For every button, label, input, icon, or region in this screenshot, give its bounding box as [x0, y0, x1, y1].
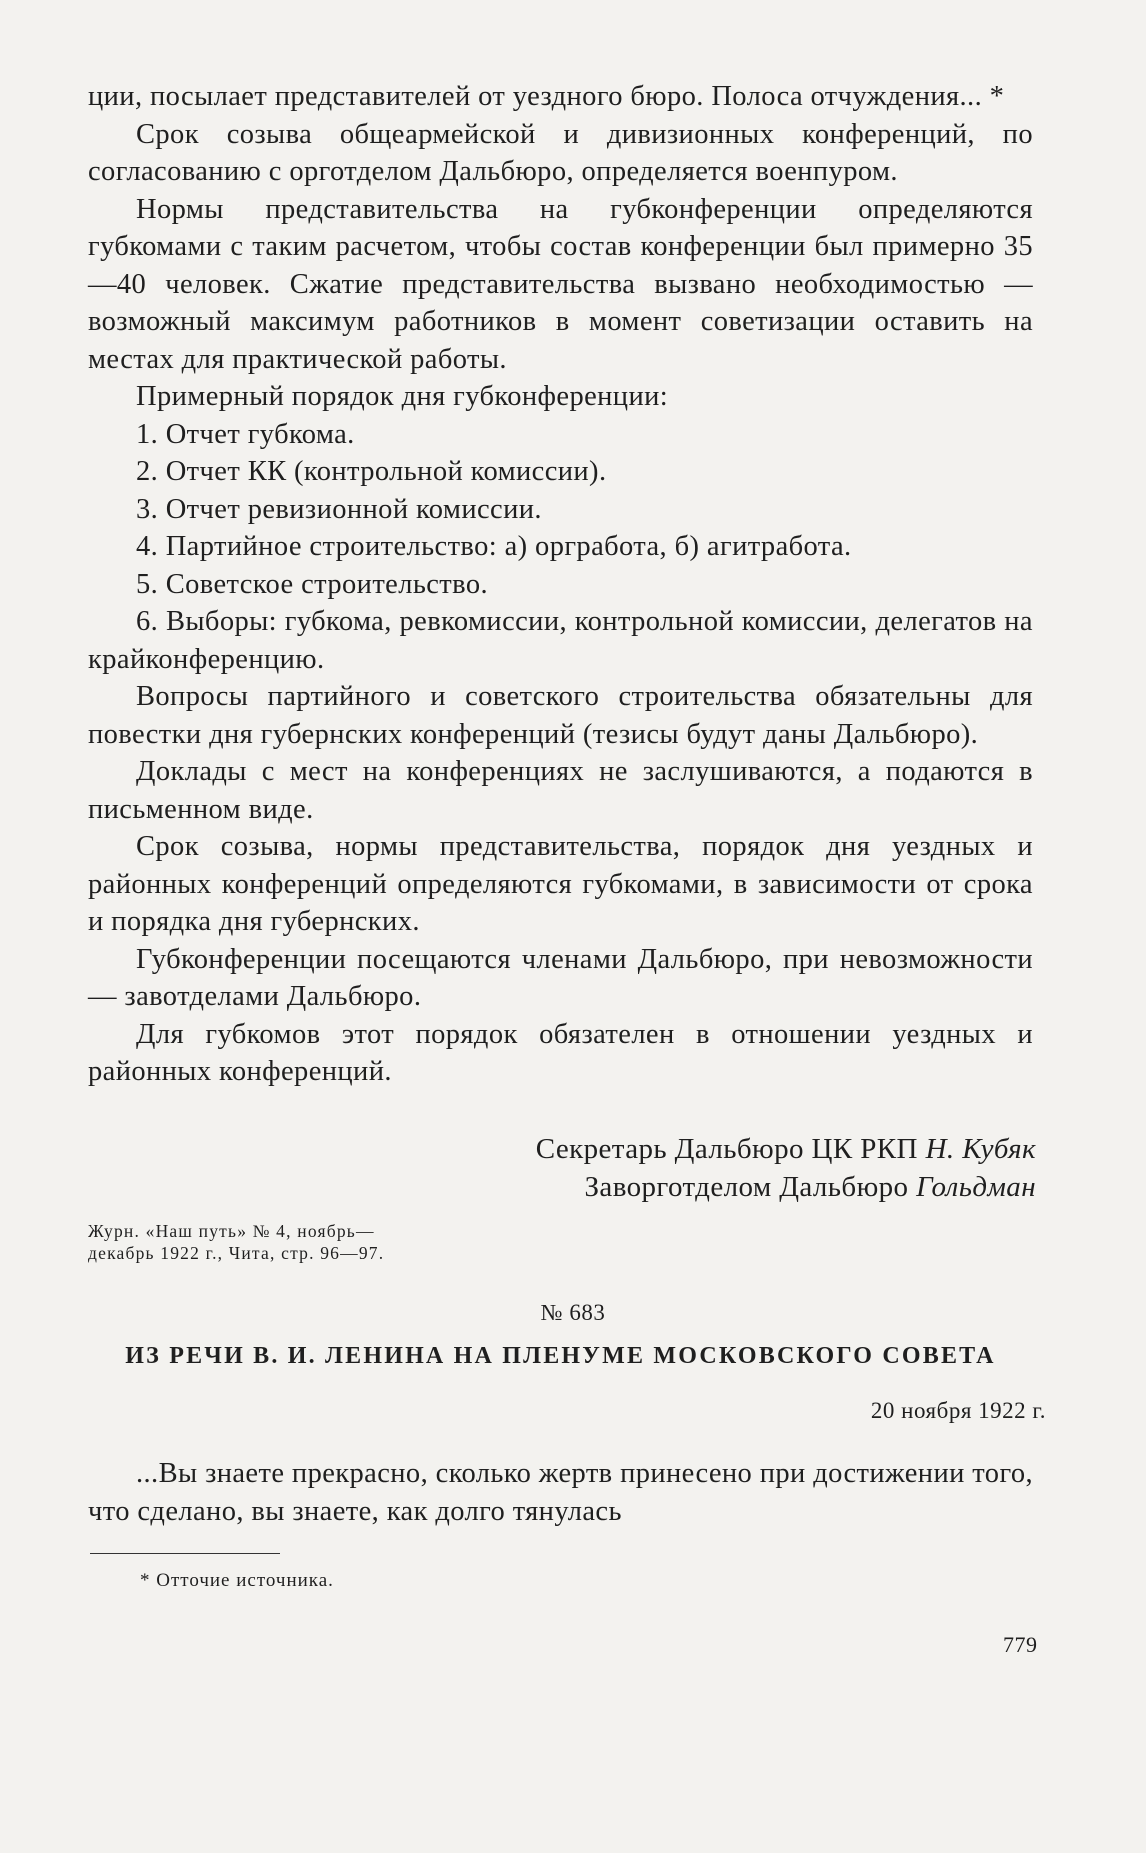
paragraph: Для губкомов этот порядок обязателен в отношении уездных и районных конференций. — [88, 1018, 1033, 1087]
footnote: * Отточие источника. — [140, 1570, 334, 1591]
signatory-name: Гольдман — [916, 1171, 1036, 1203]
agenda-item: 3. Отчет ревизионной комиссии. — [136, 493, 542, 525]
signature-line — [536, 1130, 1036, 1168]
signature-block — [536, 1130, 1036, 1206]
signatory-title: Секретарь Дальбюро ЦК РКП — [535, 1133, 918, 1165]
source-line: декабрь 1922 г., Чита, стр. 96—97. — [88, 1243, 385, 1263]
source-citation — [88, 1220, 384, 1264]
paragraph: Губконференции посещаются членами Дальбюро, при невозможности — завотделами Дальбюро. — [88, 943, 1033, 1012]
paragraph: Срок созыва, нормы представительства, порядок дня уездных и районных конференций определяются губкомами, в зависимости от срока и порядка дня губернских. — [88, 831, 1033, 937]
signatory-title: Заворготделом Дальбюро — [584, 1171, 909, 1203]
paragraph: Вопросы партийного и советского строительства обязательны для повестки дня губернских конференций (тезисы будут даны Дальбюро). — [88, 681, 1033, 750]
document-title: ИЗ РЕЧИ В. И. ЛЕНИНА НА ПЛЕНУМЕ МОСКОВСКОГО СОВЕТА — [125, 1343, 996, 1369]
footnote-divider — [90, 1553, 280, 1554]
agenda-item: 6. Выборы: губкома, ревкомиссии, контрольной комиссии, делегатов на крайконференцию. — [88, 606, 1033, 675]
main-text — [88, 78, 1033, 1091]
signature-line — [536, 1168, 1036, 1206]
agenda-item: 2. Отчет КК (контрольной комиссии). — [136, 456, 607, 487]
source-line: Журн. «Наш путь» № 4, ноябрь— — [88, 1221, 375, 1241]
paragraph: Срок созыва общеармейской и дивизионных конференций, по согласованию с орготделом Дальбюро, определяется военпуром. — [88, 118, 1033, 187]
paragraph: Нормы представительства на губконференции определяются губкомами с таким расчетом, чтобы состав конференции был примерно 35—40 человек. Сжатие представительства вызвано необходимостью — возможный максимум работников в момент советизации оставить на местах для практической работы. — [88, 193, 1033, 375]
paragraph: ции, посылает представителей от уездного бюро. Полоса отчуждения... * — [88, 81, 1005, 112]
paragraph: Доклады с мест на конференциях не заслушиваются, а подаются в письменном виде. — [88, 756, 1033, 825]
speech-text: ...Вы знаете прекрасно, сколько жертв принесено при достижении того, что сделано, вы знаете, как долго тянулась — [88, 1458, 1033, 1527]
signatory-name: Н. Кубяк — [925, 1133, 1036, 1165]
agenda-heading: Примерный порядок дня губконференции: — [136, 381, 669, 412]
document-date: 20 ноября 1922 г. — [870, 1398, 1046, 1423]
document-number: № 683 — [540, 1300, 606, 1325]
agenda-item: 4. Партийное строительство: а) оргработа, б) агитработа. — [136, 531, 852, 562]
agenda-item: 5. Советское строительство. — [136, 568, 488, 600]
agenda-item: 1. Отчет губкома. — [136, 418, 355, 450]
page-number: 779 — [1003, 1632, 1038, 1657]
